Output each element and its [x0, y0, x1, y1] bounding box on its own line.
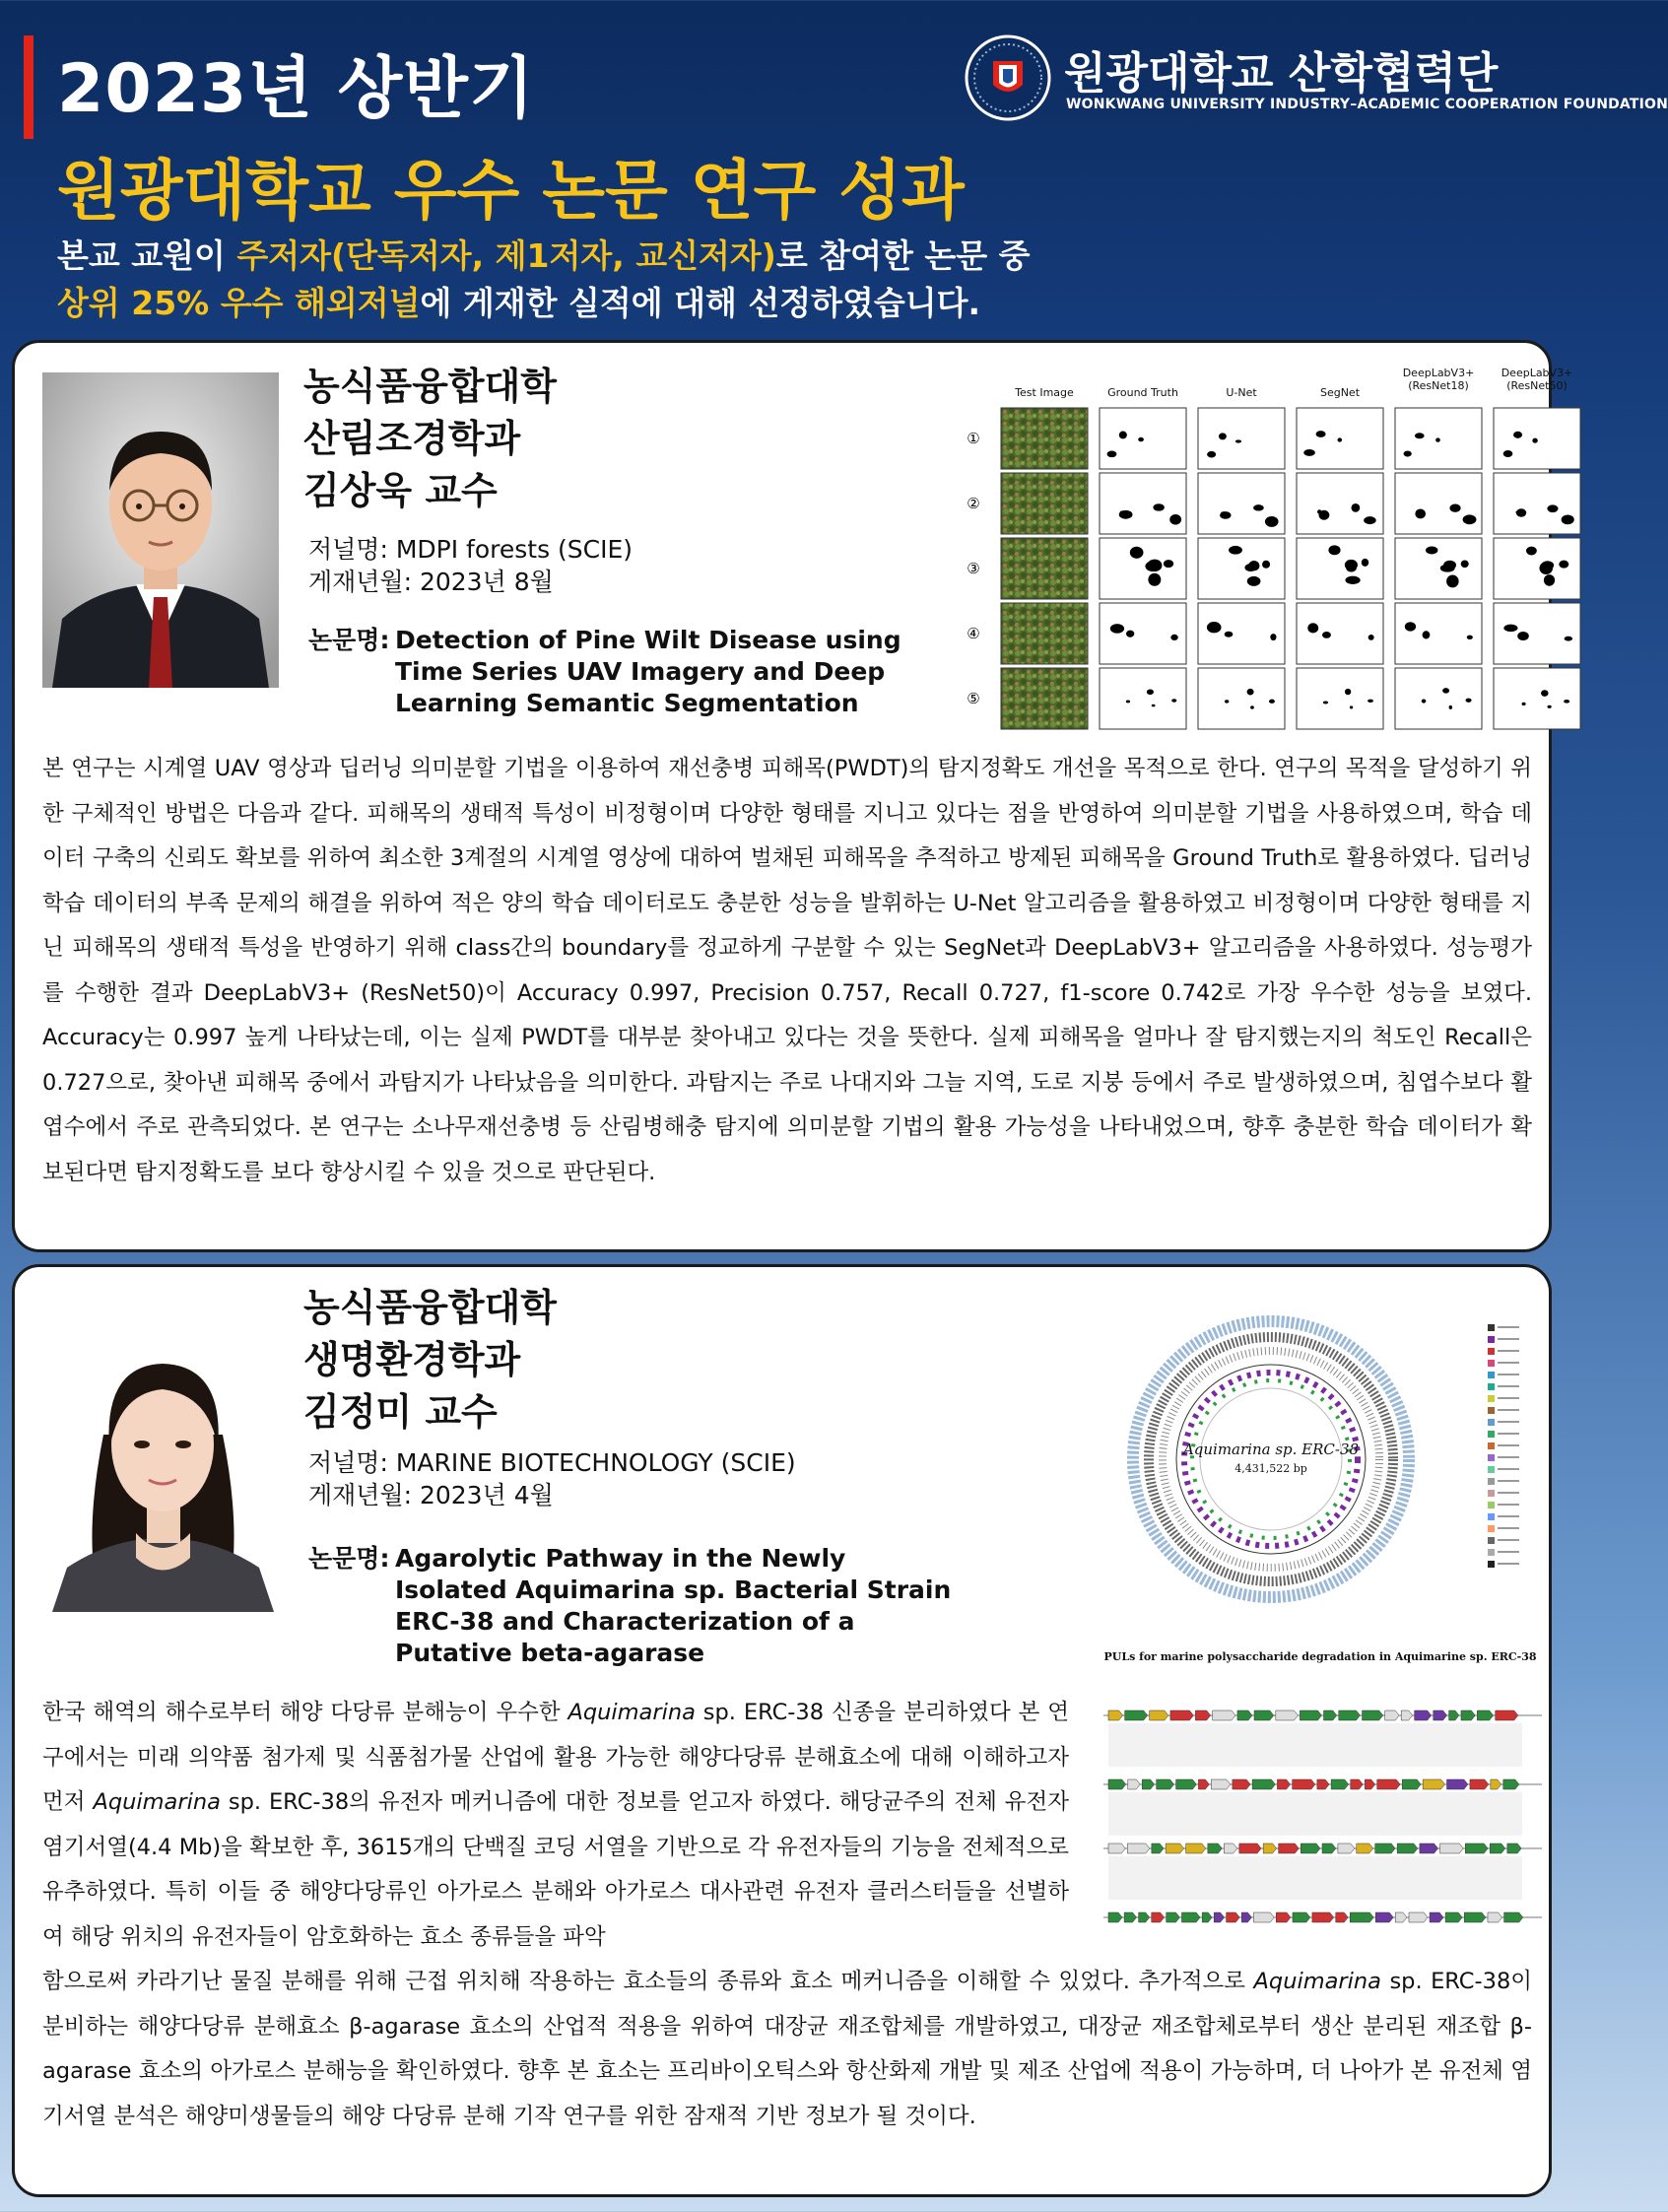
synteny-band — [1108, 1792, 1522, 1836]
legend-text-line — [1498, 1504, 1519, 1506]
gene-arrow — [1470, 1779, 1489, 1789]
gene-arrow — [1150, 1710, 1168, 1720]
legend-swatch — [1488, 1348, 1495, 1355]
test-image-tile — [1001, 668, 1088, 729]
mask-tile — [1494, 668, 1580, 729]
detected-tree-mark — [1565, 637, 1572, 641]
gene-arrow — [1447, 1779, 1468, 1789]
gene-arrow — [1124, 1912, 1136, 1922]
gene-arrow — [1338, 1843, 1355, 1853]
gene-arrow — [1420, 1843, 1438, 1853]
gene-arrow — [1491, 1779, 1501, 1789]
genome-legend — [1488, 1324, 1519, 1568]
gene-arrow — [1224, 1843, 1236, 1853]
gene-arrow — [1317, 1779, 1329, 1789]
detected-tree-mark — [1225, 632, 1234, 637]
figure-column-label: U-Net — [1226, 386, 1257, 399]
detected-tree-mark — [1250, 705, 1254, 708]
detected-tree-mark — [1147, 560, 1162, 571]
legend-swatch — [1488, 1525, 1495, 1532]
publication-date: 게재년월: 2023년 8월 — [308, 568, 554, 596]
segmentation-figure — [956, 355, 1573, 729]
detected-tree-mark — [1138, 437, 1144, 441]
genome-name: Aquimarina sp. ERC-38 — [1182, 1441, 1360, 1458]
professor-photo-2 — [42, 1287, 284, 1612]
detected-tree-mark — [1110, 624, 1124, 634]
legend-swatch — [1488, 1513, 1495, 1520]
figure-row-label: ⑤ — [967, 690, 980, 707]
detected-tree-mark — [1345, 576, 1360, 584]
detected-tree-mark — [1422, 700, 1427, 704]
gene-arrow — [1213, 1710, 1235, 1720]
mask-tile — [1395, 538, 1482, 599]
gene-arrow — [1397, 1843, 1418, 1853]
detected-tree-mark — [1225, 700, 1229, 703]
gene-arrow — [1357, 1843, 1373, 1853]
legend-swatch — [1488, 1395, 1495, 1402]
legend-swatch — [1488, 1407, 1495, 1414]
detected-tree-mark — [1126, 701, 1130, 704]
gene-arrow — [1108, 1710, 1123, 1720]
gene-arrow — [1445, 1912, 1462, 1922]
detected-tree-mark — [1235, 439, 1241, 442]
page-title: 원광대학교 우수 논문 연구 성과 — [57, 153, 965, 229]
gene-arrow — [1214, 1912, 1224, 1922]
gene-arrow — [1293, 1912, 1310, 1922]
gene-arrow — [1423, 1779, 1444, 1789]
gene-arrow — [1503, 1779, 1519, 1789]
abstract-1: 본 연구는 시계열 UAV 영상과 딥러닝 의미분할 기법을 이용하여 재선충병 피해목(PWDT)의 탐지정확도 개선을 목적으로 한다. 연구의 목적을 달성하기 위한 구체적인 방법은 다음과 같다. 피해목의 생태적 특성이 비정형이며 다양한 형태를 지니고 있다는 점을 반영하여 의미분할 기법을 사용하였으며, 학습 데이터 구축의 신뢰도 확보를 위하여 최소한 3계절의 시계열 영상에 대하여 벌채된 피해목을 추적하고 방제된 피해목을 Ground Truth로 활용하였다. 딥러닝 학습 데이터의 부족 문제의 해결을 위하여 적은 양의 학습 데이터로도 충분한 성능을 발휘하는 U-Net 알고리즘을 활용하였고 비정형이며 다양한 형태를 지닌 피해목의 생태적 특성을 반영하기 위해 class간의 boundary를 정교하게 구분할 수 있는 SegNet과 DeepLabV3+ 알고리즘을 사용하였다. 성능평가를 수행한 결과 DeepLabV3+ (ResNet50)이 Accuracy 0.997, Precision 0.757, Recall 0.727, f1-score 0.742로 가장 우수한 성능을 보였다. Accuracy는 0.997 높게 나타났는데, 이는 실제 PWDT를 대부분 찾아내고 있다는 것을 뜻한다. 실제 피해목을 얼마나 잘 탐지했는지의 척도인 Recall은 0.727으로, 찾아낸 피해목 중에서 과탐지가 나타났음을 의미한다. 과탐지는 주로 나대지와 그늘 지역, 도로 지붕 등에서 주로 발생하였으며, 침엽수보다 활엽수에서 주로 관측되었다. 본 연구는 소나무재선충병 등 산림병해충 탐지에 의미분할 기법의 활용 가능성을 나타내었으며, 향후 충분한 학습 데이터가 확보된다면 탐지정확도를 보다 향상시킬 수 있을 것으로 판단된다. — [42, 756, 1532, 1185]
synteny-band — [1108, 1723, 1522, 1767]
detected-tree-mark — [1148, 573, 1161, 586]
mask-tile — [1100, 473, 1186, 534]
detected-tree-mark — [1337, 437, 1342, 441]
university-logo-icon — [964, 34, 1052, 122]
pul-title: PULs for marine polysaccharide degradation in Aquimarine sp. ERC-38 — [1103, 1650, 1537, 1663]
detected-tree-mark — [1564, 700, 1569, 704]
gene-arrow — [1336, 1912, 1349, 1922]
detected-tree-mark — [1516, 508, 1526, 516]
detected-tree-mark — [1449, 503, 1460, 511]
figure-row-label: ② — [967, 495, 980, 512]
detected-tree-mark — [1352, 503, 1361, 512]
gene-arrow — [1239, 1843, 1261, 1853]
detected-tree-mark — [1169, 514, 1181, 525]
gene-arrow — [1181, 1912, 1200, 1922]
gene-arrow — [1166, 1843, 1184, 1853]
journal-meta-1 — [308, 533, 633, 598]
legend-swatch — [1488, 1466, 1495, 1473]
mask-tile — [1297, 538, 1383, 599]
legend-text-line — [1498, 1338, 1519, 1340]
mask-tile — [1395, 603, 1482, 664]
legend-swatch — [1488, 1372, 1495, 1378]
gene-arrow — [1339, 1710, 1361, 1720]
legend-text-line — [1498, 1409, 1519, 1411]
detected-tree-mark — [1350, 705, 1353, 708]
mask-tile — [1198, 538, 1285, 599]
organization-name-en: WONKWANG UNIVERSITY INDUSTRY–ACADEMIC COOPERATION FOUNDATION — [1066, 97, 1668, 112]
gene-arrow — [1254, 1710, 1274, 1720]
gene-arrow — [1490, 1843, 1505, 1853]
gene-arrow — [1477, 1710, 1493, 1720]
gene-arrow — [1322, 1843, 1336, 1853]
mask-tile — [1100, 668, 1186, 729]
detected-tree-mark — [1368, 700, 1373, 703]
gene-arrow — [1507, 1843, 1521, 1853]
figure-column-label: (ResNet18) — [1408, 379, 1469, 392]
journal-name: 저널명: MARINE BIOTECHNOLOGY (SCIE) — [308, 1448, 796, 1477]
gene-arrow — [1465, 1843, 1488, 1853]
paper-title-label: 논문명: — [308, 626, 390, 654]
author-info-1 — [303, 361, 557, 517]
detected-tree-mark — [1541, 561, 1554, 570]
detected-tree-mark — [1559, 561, 1568, 569]
detected-tree-mark — [1170, 635, 1177, 640]
journal-meta-2 — [308, 1446, 796, 1511]
detected-tree-mark — [1345, 560, 1358, 570]
figure-column-label: DeepLabV3+ — [1402, 367, 1475, 379]
gene-arrow — [1324, 1710, 1337, 1720]
figure-column-label: DeepLabV3+ — [1501, 367, 1573, 379]
legend-swatch — [1488, 1336, 1495, 1343]
gene-arrow — [1227, 1912, 1240, 1922]
gene-arrow — [1395, 1912, 1407, 1922]
gene-arrow — [1252, 1779, 1275, 1789]
gene-arrow — [1377, 1779, 1400, 1789]
detected-tree-mark — [1503, 450, 1513, 457]
detected-tree-mark — [1220, 511, 1231, 519]
detected-tree-mark — [1126, 631, 1134, 637]
gene-arrow — [1375, 1912, 1393, 1922]
gene-arrow — [1312, 1912, 1334, 1922]
detected-tree-mark — [1265, 516, 1279, 527]
detected-tree-mark — [1415, 433, 1425, 438]
legend-text-line — [1498, 1421, 1519, 1423]
gene-arrow — [1253, 1912, 1274, 1922]
gene-arrow — [1237, 1710, 1252, 1720]
accent-bar — [24, 35, 33, 139]
gene-arrow — [1461, 1710, 1475, 1720]
legend-swatch — [1488, 1502, 1495, 1508]
detected-tree-mark — [1323, 701, 1328, 704]
gene-arrow — [1496, 1710, 1518, 1720]
detected-tree-mark — [1207, 622, 1222, 633]
detected-tree-mark — [1262, 561, 1270, 569]
gene-arrow — [1152, 1843, 1164, 1853]
pul-figure — [1089, 1646, 1552, 1952]
legend-swatch — [1488, 1549, 1495, 1556]
gene-arrow — [1211, 1779, 1231, 1789]
gene-arrow — [1170, 1710, 1193, 1720]
gene-arrow — [1233, 1779, 1250, 1789]
gene-arrow — [1142, 1779, 1154, 1789]
test-image-tile — [1001, 408, 1088, 469]
test-image-tile — [1001, 603, 1088, 664]
gene-arrow — [1375, 1843, 1395, 1853]
detected-tree-mark — [1152, 704, 1156, 707]
figure-column-label: (ResNet50) — [1506, 379, 1568, 392]
gene-arrow — [1440, 1843, 1464, 1853]
legend-text-line — [1498, 1350, 1519, 1352]
page-title-year: 2023년 상반기 — [57, 50, 535, 128]
detected-tree-mark — [1544, 574, 1555, 586]
mask-tile — [1494, 538, 1580, 599]
legend-text-line — [1498, 1492, 1519, 1494]
legend-text-line — [1498, 1456, 1519, 1458]
legend-text-line — [1498, 1551, 1519, 1553]
abstract-2-part-a: 한국 해역의 해수로부터 해양 다당류 분해능이 우수한 Aquimarina sp. ERC-38 신종을 분리하였다 본 연구에서는 미래 의약품 첨가제 및 식품첨가물 산업에 활용 가능한 해양다당류 분해효소에 대해 이해하고자 먼저 Aquimarina sp. ERC-38의 유전자 메커니즘에 대한 정보를 얻고자 하였다. 해당균주의 전체 유전자 염기서열(4.4 Mb)을 확보한 후, 3615개의 단백질 코딩 서열을 기반으로 각 유전자들의 기능을 전체적으로 유추하였다. 특히 이들 중 해양다당류인 아가로스 분해와 아가로스 대사관련 유전자 클러스터들을 선별하여 해당 위치의 유전자들이 암호화하는 효소 종류들을 파악 — [42, 1700, 1069, 1950]
detected-tree-mark — [1153, 503, 1164, 510]
mask-tile — [1494, 408, 1580, 469]
detected-tree-mark — [1147, 689, 1154, 695]
department-name: 생명환경학과 — [303, 1338, 521, 1381]
detected-tree-mark — [1319, 510, 1330, 520]
detected-tree-mark — [1119, 432, 1127, 439]
detected-tree-mark — [1466, 699, 1472, 703]
gene-arrow — [1488, 1912, 1502, 1922]
legend-text-line — [1498, 1468, 1519, 1470]
legend-text-line — [1498, 1326, 1519, 1328]
legend-swatch — [1488, 1478, 1495, 1485]
college-name: 농식품융합대학 — [303, 365, 557, 408]
detected-tree-mark — [1443, 561, 1456, 570]
legend-text-line — [1498, 1397, 1519, 1399]
gene-arrow — [1293, 1779, 1315, 1789]
detected-tree-mark — [1253, 504, 1264, 510]
legend-swatch — [1488, 1419, 1495, 1426]
detected-tree-mark — [1517, 632, 1529, 640]
detected-tree-mark — [1463, 514, 1477, 524]
gene-arrow — [1409, 1912, 1428, 1922]
abstract-2-part-b: 함으로써 카라기난 물질 분해를 위해 근접 위치해 작용하는 효소들의 종류와 효소 메커니즘을 이해할 수 있었다. 추가적으로 Aquimarina sp. ERC-38이 분비하는 해양다당류 분해효소 β-agarase 효소의 산업적 적용을 위하여 대장균 재조합체를 개발하였고, 대장균 재조합체로부터 생산 분리된 재조합 β-agarase 효소의 아가로스 분해능을 확인하였다. 향후 본 효소는 프리바이오틱스와 항산화제 개발 및 제조 산업에 적용이 가능하며, 더 나아가 본 유전체 염기서열 분석은 해양미생물들의 해양 다당류 분해 기작 연구를 위한 잠재적 기반 정보가 될 것이다. — [42, 1969, 1532, 2129]
gene-arrow — [1301, 1843, 1320, 1853]
mask-tile — [1395, 473, 1482, 534]
detected-tree-mark — [1435, 437, 1440, 441]
mask-tile — [1297, 668, 1383, 729]
gene-arrow — [1127, 1843, 1150, 1853]
legend-text-line — [1498, 1515, 1519, 1517]
detected-tree-mark — [1207, 451, 1216, 458]
test-image-tile — [1001, 473, 1088, 534]
gene-arrow — [1351, 1779, 1364, 1789]
detected-tree-mark — [1269, 700, 1275, 704]
gene-arrow — [1157, 1779, 1174, 1789]
detected-tree-mark — [1461, 560, 1469, 568]
detected-tree-mark — [1247, 576, 1261, 586]
gene-arrow — [1139, 1912, 1150, 1922]
detected-tree-mark — [1541, 690, 1549, 697]
legend-swatch — [1488, 1454, 1495, 1461]
gene-arrow — [1363, 1710, 1383, 1720]
detected-tree-mark — [1513, 432, 1522, 438]
legend-text-line — [1498, 1444, 1519, 1446]
detected-tree-mark — [1467, 636, 1473, 639]
detected-tree-mark — [1449, 705, 1452, 709]
gene-arrow — [1350, 1912, 1373, 1922]
professor-name: 김정미 교수 — [303, 1390, 498, 1434]
gene-arrow — [1276, 1912, 1291, 1922]
paper-title-block-2 — [308, 1543, 959, 1669]
gene-arrow — [1365, 1779, 1374, 1789]
paper-card-1 — [12, 340, 1573, 1252]
legend-text-line — [1498, 1374, 1519, 1375]
legend-swatch — [1488, 1561, 1495, 1568]
gene-arrow — [1300, 1710, 1321, 1720]
detected-tree-mark — [1364, 516, 1376, 524]
mask-tile — [1198, 603, 1285, 664]
legend-swatch — [1488, 1431, 1495, 1438]
legend-swatch — [1488, 1360, 1495, 1367]
mask-tile — [1494, 473, 1580, 534]
gene-arrow — [1276, 1710, 1299, 1720]
legend-swatch — [1488, 1490, 1495, 1497]
gene-arrow — [1167, 1912, 1180, 1922]
synteny-band — [1108, 1856, 1522, 1900]
test-image-tile — [1001, 538, 1088, 599]
gene-arrow — [1277, 1779, 1290, 1789]
gene-arrow — [1152, 1912, 1165, 1922]
gene-arrow — [1195, 1710, 1210, 1720]
detected-tree-mark — [1307, 623, 1318, 633]
gene-arrow — [1434, 1710, 1447, 1720]
college-name: 농식품융합대학 — [303, 1286, 557, 1329]
figure-column-label: Ground Truth — [1107, 386, 1178, 399]
gene-arrow — [1430, 1912, 1443, 1922]
mask-tile — [1100, 603, 1186, 664]
mask-tile — [1297, 603, 1383, 664]
paper-card-2 — [12, 1264, 1552, 2197]
gene-arrow — [1208, 1843, 1223, 1853]
detected-tree-mark — [1164, 560, 1173, 568]
gene-arrow — [1198, 1779, 1209, 1789]
legend-swatch — [1488, 1537, 1495, 1544]
intro-text: 본교 교원이 주저자(단독저자, 제1저자, 교신저자)로 참여한 논문 중 상위 25% 우수 해외저널에 게재한 실적에 대해 선정하였습니다. — [57, 236, 1031, 322]
detected-tree-mark — [1130, 547, 1144, 559]
gene-arrow — [1279, 1843, 1300, 1853]
gene-arrow — [1449, 1710, 1459, 1720]
detected-tree-mark — [1171, 699, 1176, 702]
detected-tree-mark — [1446, 575, 1459, 588]
detected-tree-mark — [1526, 547, 1537, 556]
detected-tree-mark — [1547, 504, 1558, 512]
gene-arrow — [1385, 1710, 1399, 1720]
detected-tree-mark — [1322, 632, 1331, 638]
detected-tree-mark — [1415, 508, 1426, 518]
gene-arrow — [1241, 1912, 1251, 1922]
gene-arrow — [1331, 1779, 1349, 1789]
legend-text-line — [1498, 1385, 1519, 1387]
detected-tree-mark — [1368, 635, 1374, 640]
detected-tree-mark — [1248, 561, 1259, 570]
detected-tree-mark — [1562, 514, 1574, 524]
detected-tree-mark — [1345, 689, 1351, 695]
publication-date: 게재년월: 2023년 4월 — [308, 1481, 554, 1509]
legend-text-line — [1498, 1563, 1519, 1565]
legend-text-line — [1498, 1362, 1519, 1364]
genome-size: 4,431,522 bp — [1234, 1462, 1307, 1475]
detected-tree-mark — [1404, 450, 1412, 456]
detected-tree-mark — [1442, 688, 1449, 693]
detected-tree-mark — [1303, 449, 1315, 456]
legend-swatch — [1488, 1442, 1495, 1449]
gene-arrow — [1128, 1779, 1140, 1789]
gene-arrow — [1504, 1912, 1523, 1922]
paper-title: Detection of Pine Wilt Disease using Time Series UAV Imagery and Deep Learning Semantic Segmentation — [395, 626, 901, 717]
gene-arrow — [1108, 1912, 1122, 1922]
detected-tree-mark — [1270, 634, 1276, 640]
gene-arrow — [1263, 1843, 1276, 1853]
figure-row-label: ③ — [967, 560, 980, 577]
detected-tree-mark — [1522, 703, 1526, 705]
mask-tile — [1494, 603, 1580, 664]
gene-arrow — [1402, 1779, 1421, 1789]
detected-tree-mark — [1362, 559, 1368, 567]
detected-tree-mark — [1503, 625, 1517, 632]
detected-tree-mark — [1229, 546, 1242, 555]
paper-title: Agarolytic Pathway in the Newly Isolated Aquimarina sp. Bacterial Strain ERC-38 and Characterization of a Putative beta-agarase — [395, 1544, 952, 1667]
detected-tree-mark — [1405, 622, 1416, 631]
gene-arrow — [1401, 1710, 1412, 1720]
professor-name: 김상욱 교수 — [303, 469, 498, 512]
detected-tree-mark — [1316, 431, 1326, 437]
mask-tile — [1198, 668, 1285, 729]
legend-text-line — [1498, 1480, 1519, 1482]
mask-tile — [1100, 538, 1186, 599]
figure-row-label: ① — [967, 430, 980, 447]
gene-arrow — [1176, 1779, 1197, 1789]
page-header — [0, 0, 1668, 335]
department-name: 산림조경학과 — [303, 417, 521, 460]
legend-text-line — [1498, 1433, 1519, 1435]
detected-tree-mark — [1423, 631, 1431, 638]
legend-swatch — [1488, 1383, 1495, 1390]
detected-tree-mark — [1532, 438, 1537, 443]
gene-arrow — [1415, 1710, 1432, 1720]
journal-name: 저널명: MDPI forests (SCIE) — [308, 535, 634, 564]
detected-tree-mark — [1219, 433, 1227, 439]
detected-tree-mark — [1547, 705, 1551, 708]
mask-tile — [1297, 473, 1383, 534]
organization-name: 원광대학교 산학협력단 — [1064, 48, 1499, 99]
gene-arrow — [1186, 1843, 1206, 1853]
detected-tree-mark — [1107, 451, 1117, 458]
paper-title-label: 논문명: — [308, 1544, 390, 1573]
figure-column-label: Test Image — [1015, 386, 1074, 399]
author-info-2 — [303, 1282, 557, 1439]
legend-swatch — [1488, 1324, 1495, 1331]
gene-arrow — [1108, 1843, 1125, 1853]
gene-arrow — [1108, 1779, 1126, 1789]
detected-tree-mark — [1119, 510, 1133, 519]
gene-arrow — [1202, 1912, 1212, 1922]
figure-column-label: SegNet — [1319, 386, 1361, 399]
detected-tree-mark — [1247, 689, 1254, 696]
legend-text-line — [1498, 1539, 1519, 1541]
detected-tree-mark — [1328, 545, 1340, 555]
legend-text-line — [1498, 1527, 1519, 1529]
paper-title-block-1 — [308, 625, 959, 719]
genome-map-figure — [1089, 1316, 1552, 1602]
gene-arrow — [1464, 1912, 1486, 1922]
mask-tile — [1198, 408, 1285, 469]
figure-row-label: ④ — [967, 625, 980, 642]
detected-tree-mark — [1426, 546, 1437, 554]
gene-arrow — [1125, 1710, 1148, 1720]
professor-photo-1 — [42, 372, 279, 688]
